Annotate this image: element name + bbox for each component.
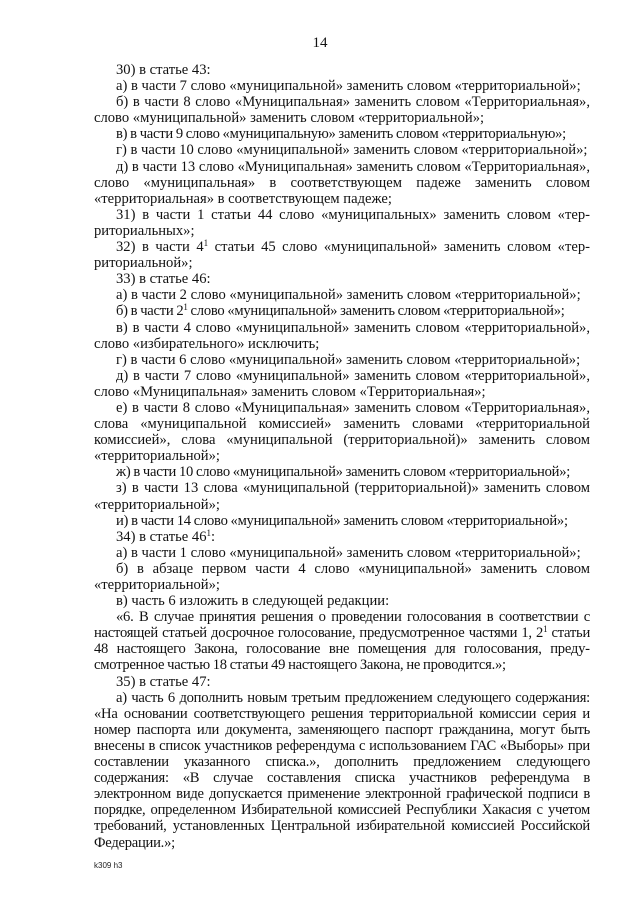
paragraph-33-a: а) в части 2 слово «муниципальной» заменить словом «территориальной»; — [116, 287, 581, 304]
paragraph-33-d: д) в части 7 слово «муниципальной» заменить словом «территориальной», слово «Муниципальная» заменить словом «Территориальная»; — [94, 367, 590, 400]
paragraph-34-b: б) в абзаце первом части 4 слово «муниципальной» заменить словом «территориальной»; — [94, 560, 590, 593]
paragraph-30-g: г) в части 10 слово «муниципальной» заменить словом «территориальной»; — [116, 142, 588, 159]
paragraph-33-g: г) в части 6 слово «муниципальной» заменить словом «территориальной»; — [116, 351, 581, 368]
footer-code: k309 h3 — [94, 861, 123, 870]
paragraph-30-a: а) в части 7 слово «муниципальной» заменить словом «территориальной»; — [116, 78, 581, 95]
paragraph-33-e: е) в части 8 слово «Муниципальная» заменить словом «Территориальная», слова «муниципальной комиссией» заменить словами «территориальной комиссией», слова «муниципальной (территориальной)» заменить словом «территориальной»; — [94, 399, 590, 465]
paragraph-30-d: д) в части 13 слово «Муниципальная» заменить словом «Территориальная», слово «муниципальная» в соответствующем падеже заменить словом «территориальная» в соответствующем падеже; — [94, 158, 591, 207]
paragraph-34-a: а) в части 1 слово «муниципальной» заменить словом «территориальной»; — [116, 544, 581, 561]
paragraph-33-i: и) в части 14 слово «муниципальной» заменить словом «территориальной»; — [116, 512, 568, 529]
paragraph-33-v: в) в части 4 слово «муниципальной» заменить словом «территориальной», слово «избирательного» исключить; — [94, 319, 590, 352]
paragraph-35-a: а) часть 6 дополнить новым третьим предложением следующего содержания: «На основании соответствующего решения территориальной комиссии серия и номер паспорта или документа, заменяющего паспорт гражданина, могут быть внесены в список участников референдума с использованием ГАС «Выборы» при составлении указанного списка.», дополнить предложением следующего содержания: «В случае составления списка участников референдума в электронном виде допускается применение электронной графической подписи в порядке, определенном Избирательной комиссией Республики Хакасия с учетом требований, установленных Центральной избирательной комиссией Российской Федерации.»; — [94, 689, 590, 851]
paragraph-30-v: в) в части 9 слово «муниципальную» заменить словом «территориальную»; — [116, 126, 566, 143]
paragraph-33-z: з) в части 13 слова «муниципальной (территориальной)» заменить словом «территориальной»; — [94, 480, 590, 513]
paragraph-30-b: б) в части 8 слово «Муниципальная» заменить словом «Территориальная», слово «муниципальной» заменить словом «территориальной»; — [94, 94, 590, 127]
paragraph-34: 34) в статье $46^1$: — [116, 527, 216, 545]
paragraph-34-v: в) часть 6 изложить в следующей редакции: — [116, 593, 390, 610]
document-body — [94, 62, 590, 851]
paragraph-31: 31) в части 1 статьи 44 слово «муниципальных» заменить словом «территориальных»; — [94, 206, 590, 239]
paragraph-32: 32) в части $4^1$ статьи 45 слово «муниципальной» заменить словом «территориальной»; — [94, 238, 590, 272]
paragraph-35: 35) в статье 47: — [116, 673, 211, 690]
paragraph-34-v-quote: «6. В случае принятия решения о проведении голосования в соответствии с настоящей статьей досрочное голосование, предусмотренное частями 1, $2^1$ статьи 48 настоящего Закона, голосование вне помещения для голосования, предусмотренное частью 18 статьи 49 настоящего Закона, не проводится.»; — [94, 609, 590, 674]
paragraph-33-b: б) в части $2^1$ слово «муниципальной» заменить словом «территориальной»; — [116, 302, 565, 320]
page-number: 14 — [312, 35, 328, 51]
paragraph-33: 33) в статье 46: — [116, 271, 211, 288]
paragraph-33-zh: ж) в части 10 слово «муниципальной» заменить словом «территориальной»; — [116, 464, 571, 481]
paragraph-30: 30) в статье 43: — [116, 62, 211, 78]
